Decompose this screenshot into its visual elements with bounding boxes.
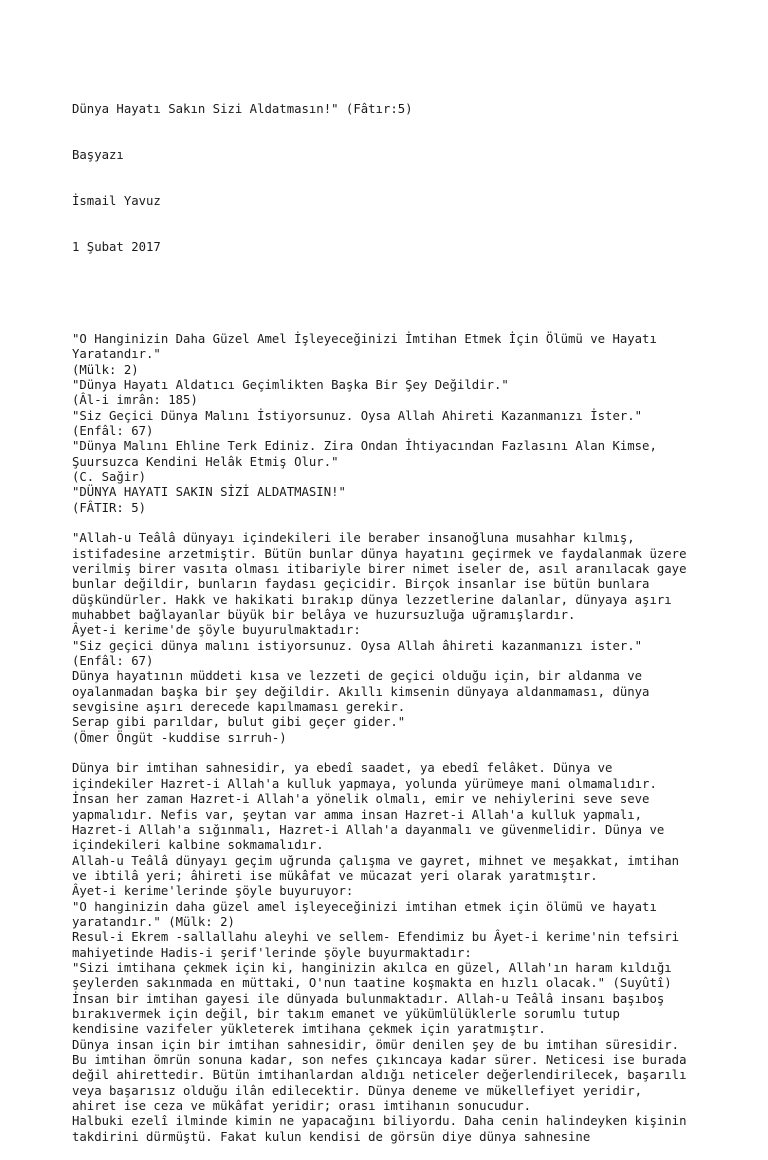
text-line: Dünya hayatının müddeti kısa ve lezzeti de geçici olduğu için, bir aldanma ve — [72, 669, 643, 684]
article-text — [72, 286, 702, 1145]
author-name: İsmail Yavuz — [72, 193, 161, 208]
text-line: "O Hanginizin Daha Güzel Amel İşleyeceğinizi İmtihan Etmek İçin Ölümü ve Hayatı — [72, 331, 657, 346]
text-line: Dünya bir imtihan sahnesidir, ya ebedî saadet, ya ebedî felâket. Dünya ve — [72, 761, 613, 776]
text-line: (Enfâl: 67) — [72, 654, 154, 669]
text-line — [72, 516, 702, 531]
text-line: Resul-i Ekrem -sallallahu aleyhi ve sellem- Efendimiz bu Âyet-i kerime'nin tefsiri — [72, 930, 680, 945]
text-line: (Mülk: 2) — [72, 362, 139, 377]
text-line — [72, 301, 702, 316]
text-line: "O hanginizin daha güzel amel işleyeceğinizi imtihan etmek için ölümü ve hayatı — [72, 899, 657, 914]
text-line: veya başarısız olduğu ilân edilecektir. Dünya deneme ve mükellefiyet yeridir, — [72, 1083, 643, 1098]
text-line: Hazret-i Allah'a sığınmalı, Hazret-i Allah'a dayanmalı ve güvenmelidir. Dünya ve — [72, 822, 665, 837]
text-line: yaratandır." (Mülk: 2) — [72, 914, 235, 929]
text-line: takdirini dürmüştü. Fakat kulun kendisi de görsün diye dünya sahnesine — [72, 1129, 591, 1144]
text-line: "Siz geçici dünya malını istiyorsunuz. Oysa Allah âhireti kazanmanızı ister." — [72, 638, 643, 653]
text-line: mahiyetinde Hadis-i şerif'lerinde şöyle buyurmaktadır: — [72, 945, 472, 960]
text-line: "Sizi imtihana çekmek için ki, hanginizin akılca en güzel, Allah'ın haram kıldığı — [72, 960, 672, 975]
text-line: (Enfâl: 67) — [72, 423, 154, 438]
text-line: Yaratandır." — [72, 347, 161, 362]
text-line: Bu imtihan ömrün sonuna kadar, son nefes çıkıncaya kadar sürer. Neticesi ise burada — [72, 1053, 687, 1067]
text-line: şeylerden sakınmada en müttaki, O'nun taatine koşmakta en hızlı olacak." (Suyûtî) — [72, 976, 672, 991]
text-line: "Allah-u Teâlâ dünyayı içindekileri ile beraber insanoğluna musahhar kılmış, — [72, 531, 635, 546]
text-line: "Siz Geçici Dünya Malını İstiyorsunuz. Oysa Allah Ahireti Kazanmanızı İster." — [72, 408, 643, 423]
text-line — [72, 746, 702, 761]
text-line: düşkündürler. Hakk ve hakikati bırakıp dünya lezzetlerine dalanlar, dünyaya aşırı — [72, 592, 672, 607]
text-line: "Dünya Malını Ehline Terk Ediniz. Zira Ondan İhtiyacından Fazlasını Alan Kimse, — [72, 439, 657, 454]
text-line: Âyet-i kerime'lerinde şöyle buyuruyor: — [72, 884, 354, 899]
text-line: (Ömer Öngüt -kuddise sırruh-) — [72, 730, 287, 745]
text-line: bırakıvermek için değil, bir takım emanet ve yükümlülüklerle sorumlu tutup — [72, 1006, 620, 1021]
section-label: Başyazı — [72, 147, 124, 162]
text-line: verilmiş birer vasıta olması itibariyle birer nimet iseler de, asıl aranılacak gaye — [72, 562, 687, 576]
text-line: Âyet-i kerime'de şöyle buyurulmaktadır: — [72, 623, 361, 638]
text-line: istifadesine arzetmiştir. Bütün bunlar dünya hayatını geçirmek ve faydalanmak üzere — [72, 546, 687, 561]
text-line: (C. Sağir) — [72, 469, 147, 484]
text-line: içindekileri kalbine sokmamalıdır. — [72, 838, 324, 853]
text-line: bunlar değildir, bunların faydası geçicidir. Birçok insanlar ise bütün bunlara — [72, 577, 650, 592]
text-line: oyalanmadan başka bir şey değildir. Akıllı kimsenin dünyaya aldanmaması, dünya — [72, 684, 650, 699]
text-line: Şuursuzca Kendini Helâk Etmiş Olur." — [72, 454, 339, 469]
text-line — [72, 286, 702, 301]
text-line: ahiret ise ceza ve mükâfat yeridir; orası imtihanın sonucudur. — [72, 1099, 532, 1114]
text-line: değil ahirettedir. Bütün imtihanlardan aldığı neticeler değerlendirilecek, başarılı — [72, 1068, 687, 1083]
publish-date: 1 Şubat 2017 — [72, 239, 161, 254]
text-line: İnsan bir imtihan gayesi ile dünyada bulunmaktadır. Allah-u Teâlâ insanı başıboş — [72, 991, 665, 1006]
text-line: Serap gibi parıldar, bulut gibi geçer gider." — [72, 715, 406, 730]
text-line: "Dünya Hayatı Aldatıcı Geçimlikten Başka Bir Şey Değildir." — [72, 377, 509, 392]
text-line: (FÂTIR: 5) — [72, 500, 147, 515]
text-line: Halbuki ezelî ilminde kimin ne yapacağını biliyordu. Daha cenin halindeyken kişinin — [72, 1114, 687, 1129]
text-line: kendisine vazifeler yükleterek imtihana çekmek için yaratmıştır. — [72, 1022, 546, 1037]
text-line: İnsan her zaman Hazret-i Allah'a yönelik olmalı, emir ve nehiylerini seve seve — [72, 792, 650, 807]
text-line: muhabbet bağlayanlar büyük bir belâya ve huzursuzluğa uğramışlardır. — [72, 608, 576, 623]
text-line: Dünya insan için bir imtihan sahnesidir, ömür denilen şey de bu imtihan süresidir. — [72, 1037, 680, 1052]
text-line — [72, 317, 702, 332]
text-line: (Âl-i imrân: 185) — [72, 393, 198, 408]
text-line: yapmalıdır. Nefis var, şeytan var amma insan Hazret-i Allah'a kulluk yapmalı, — [72, 807, 643, 822]
text-line: ve ibtilâ yeri; âhireti ise mükâfat ve mücazat yeri olarak yaratmıştır. — [72, 868, 598, 883]
text-line: Allah-u Teâlâ dünyayı geçim uğrunda çalışma ve gayret, mihnet ve meşakkat, imtihan — [72, 853, 680, 868]
document-body — [72, 71, 702, 1160]
document-title: Dünya Hayatı Sakın Sizi Aldatmasın!" (Fâtır:5) — [72, 101, 413, 116]
text-line: içindekiler Hazret-i Allah'a kulluk yapmaya, yolunda yürümeye mani olmamalıdır. — [72, 776, 657, 791]
text-line: sevgisine aşırı derecede kapılmaması gerekir. — [72, 700, 406, 715]
text-line: "DÜNYA HAYATI SAKIN SİZİ ALDATMASIN!" — [72, 485, 346, 500]
